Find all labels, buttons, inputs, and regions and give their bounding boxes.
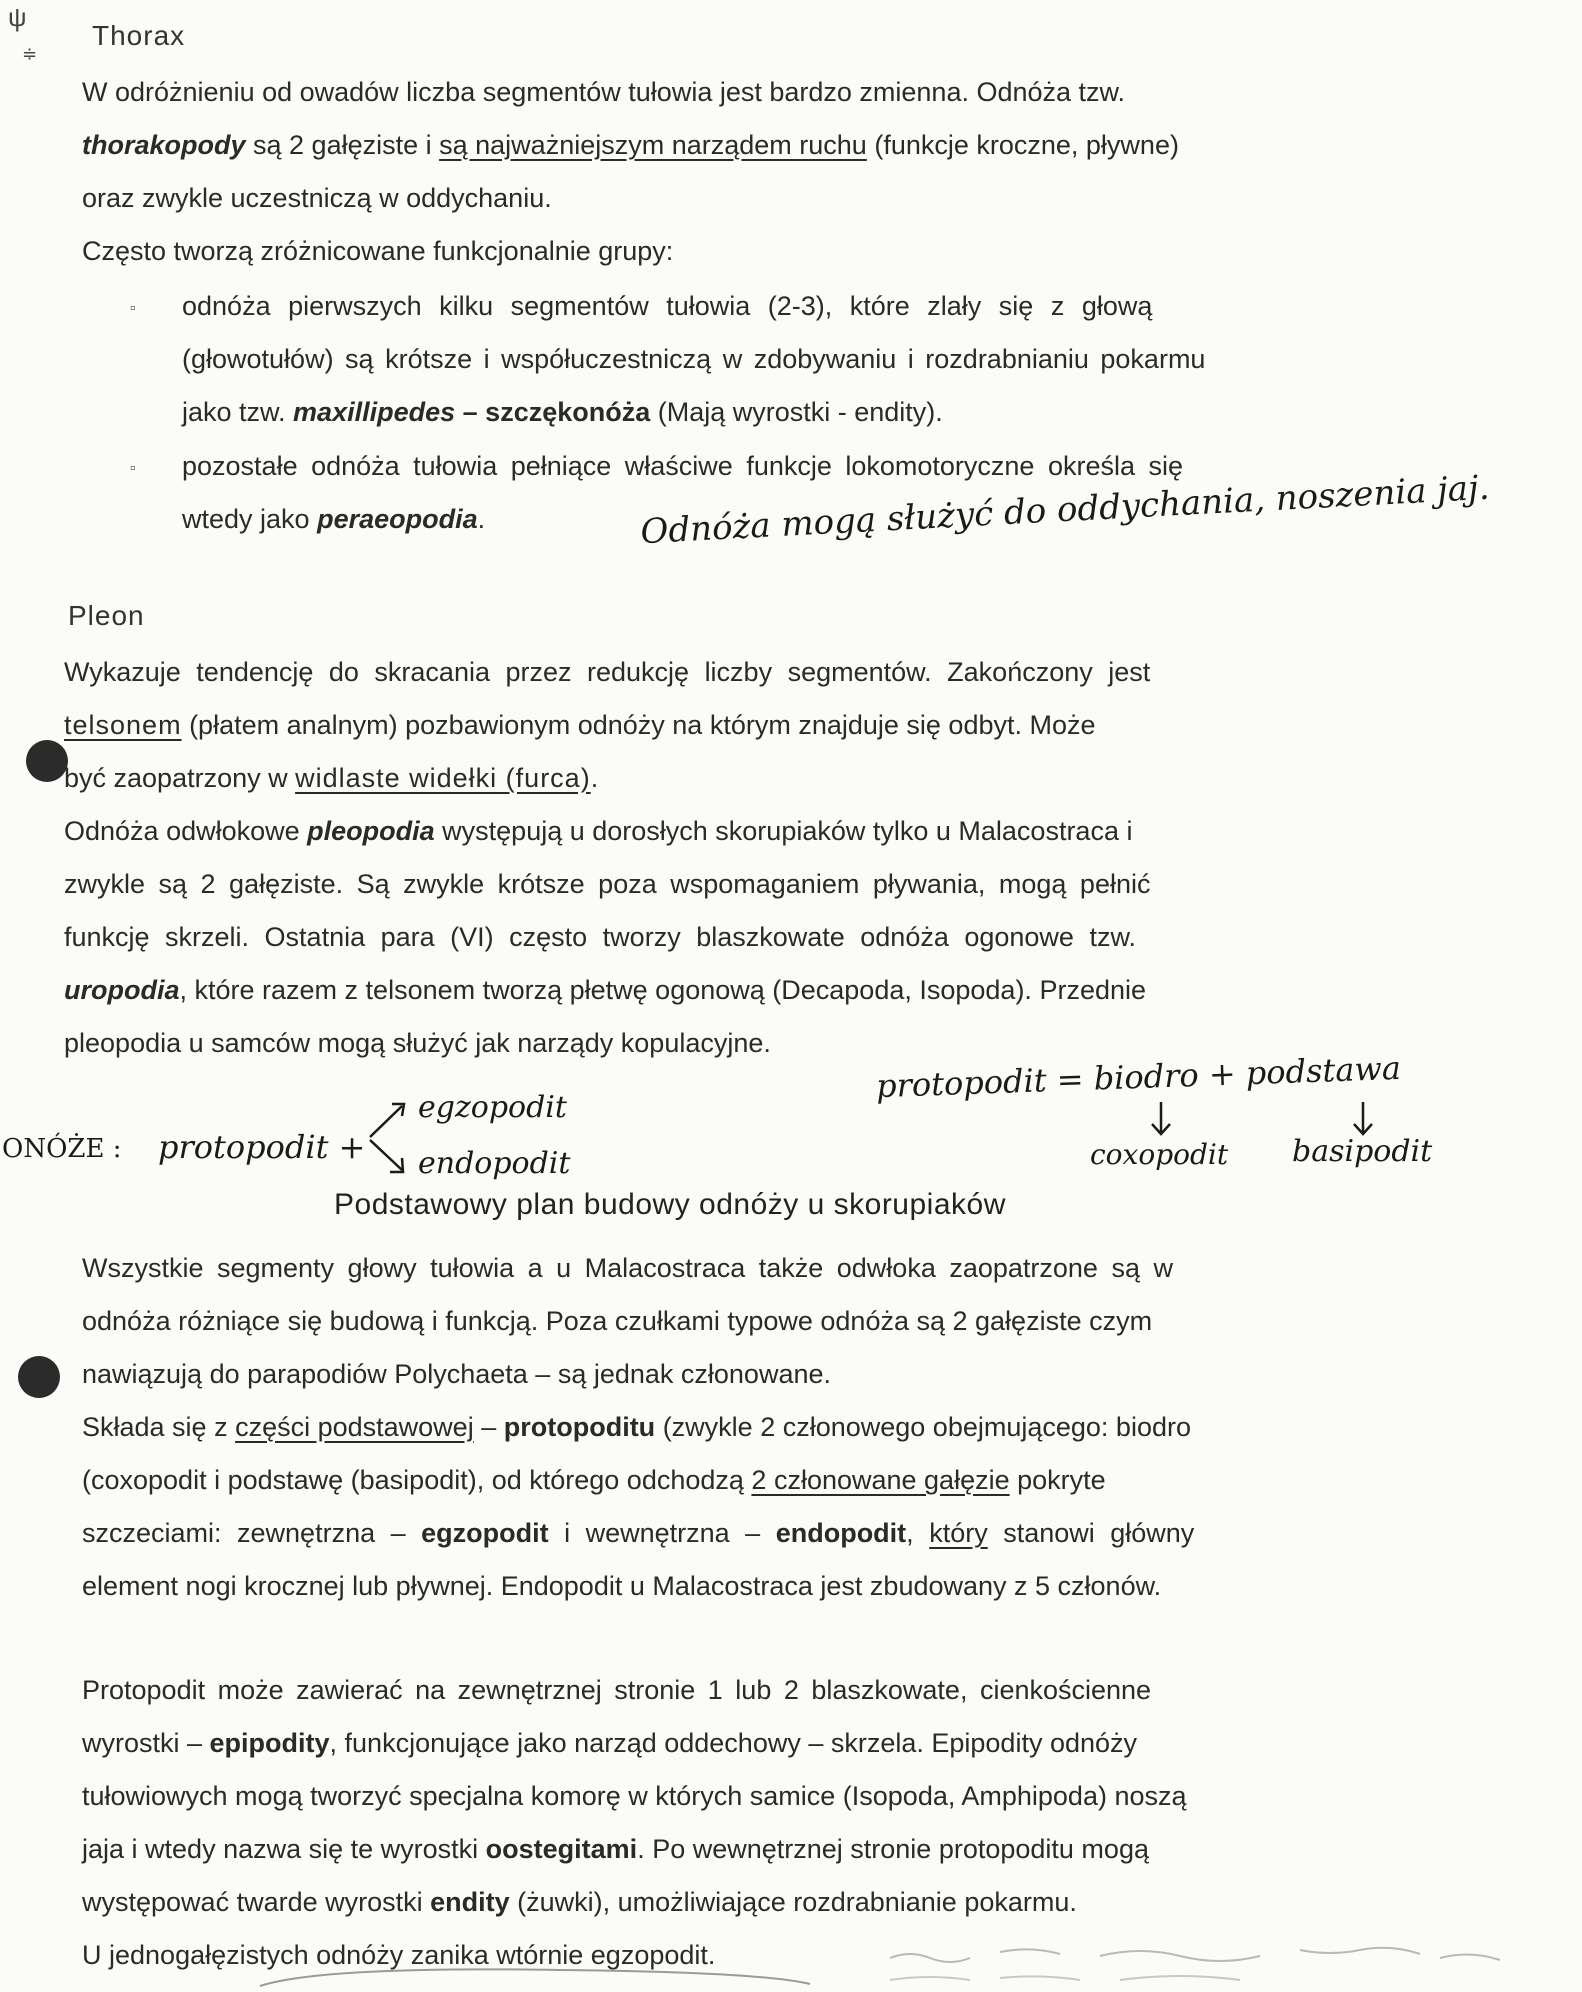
text-line [64,699,1354,752]
text-span: – [455,397,486,427]
term-uropodia: uropodia [64,975,180,1005]
text-span: występują u dorosłych skorupiaków tylko u Malacostraca i [434,816,1133,846]
handwritten-protopodit-plus: protopodit + [158,1128,366,1166]
text-span: szczeciami: zewnętrzna – [82,1518,422,1548]
text-line [182,386,1362,439]
text-span: jako tzw. [182,397,294,427]
underlined-text: który [929,1518,988,1548]
text-line [82,1876,1372,1929]
text-span: . Po wewnętrznej stronie protopoditu mogą [637,1834,1149,1864]
handwritten-protopodit-equation: protopodit = biodro + podstawa [875,1048,1402,1106]
text-span: stanowi główny [987,1518,1195,1548]
term-egzopodit: egzopodit [421,1518,549,1548]
text-span: , funkcjonujące jako narząd oddechowy – skrzela. Epipodity odnóży [329,1728,1138,1758]
text-span: Odnóża odwłokowe [64,816,308,846]
text-span: (płatem analnym) pozbawionym odnóży na którym znajduje się odbyt. Może [181,710,1096,740]
handwritten-note-thorax: Odnóża mogą służyć do oddychania, noszenia jaj. [639,467,1491,553]
text-span: wyrostki – [82,1728,210,1758]
term-pleopodia: pleopodia [307,816,435,846]
handwritten-basipodit: basipodit [1292,1134,1433,1169]
text-line: pozostałe odnóża tułowia pełniące właściwe funkcje lokomotoryczne określa się [182,451,1184,481]
text-span: , które razem z telsonem tworzą płetwę ogonową (Decapoda, Isopoda). Przednie [179,975,1147,1005]
thorax-bullet-1 [182,280,1362,439]
text-line: odnóża różniące się budową i funkcją. Poza czułkami typowe odnóża są 2 gałęziste czym [82,1306,1153,1336]
text-span: i wewnętrzna – [548,1518,776,1548]
term-peraeopodia: peraeopodia [317,504,478,534]
text-span: . [590,763,599,793]
plan-paragraph-1 [82,1242,1372,1613]
text-span: być zaopatrzony w [64,763,296,793]
section-heading-thorax: Thorax [92,20,186,51]
handwritten-endopodit: endopodit [418,1146,571,1181]
text-line [82,1454,1372,1507]
text-line [82,1717,1372,1770]
text-line: odnóża pierwszych kilku segmentów tułowia (2-3), które zlały się z głową [182,291,1153,321]
text-line: Wykazuje tendencję do skracania przez redukcję liczby segmentów. Zakończony jest [64,657,1151,687]
text-line [82,1401,1372,1454]
text-span: (funkcje kroczne, pływne) [866,130,1179,160]
text-span: (coxopodit i podstawę (basipodit), od którego odchodzą [82,1465,752,1495]
term-endity: endity [430,1887,510,1917]
faint-scribble [880,1938,1560,1988]
term-thorakopody: thorakopody [82,130,246,160]
handwritten-coxopodit: coxopodit [1090,1138,1229,1171]
handwritten-egzopodit: egzopodit [418,1090,567,1125]
term-oostegitami: oostegitami [485,1834,638,1864]
text-line: element nogi krocznej lub pływnej. Endopodit u Malacostraca jest zbudowany z 5 członów. [82,1571,1162,1601]
text-span: (żuwki), umożliwiające rozdrabnianie pokarmu. [509,1887,1077,1917]
underlined-text: są najważniejszym narządem ruchu [439,130,867,160]
section-title-plan: Podstawowy plan budowy odnóży u skorupiaków [334,1188,1006,1221]
text-line [64,752,1354,805]
margin-mark: ≑ [22,44,38,64]
text-span: jaja i wtedy nazwa się te wyrostki [82,1834,486,1864]
text-line [82,119,1362,172]
text-span: wtedy jako [182,504,318,534]
text-line: pleopodia u samców mogą służyć jak narządy kopulacyjne. [64,1028,771,1058]
plan-paragraph-2 [82,1664,1372,1982]
text-span: . [477,504,486,534]
underlined-term-telsonem: telsonem [64,710,182,740]
faint-scribble [250,1966,850,1992]
text-line: W odróżnieniu od owadów liczba segmentów tułowia jest bardzo zmienna. Odnóża tzw. [82,77,1126,107]
text-span: pokryte [1009,1465,1106,1495]
text-line: funkcję skrzeli. Ostatnia para (VI) często tworzy blaszkowate odnóża ogonowe tzw. [64,922,1136,952]
term-protopoditu: protopoditu [503,1412,656,1442]
text-line [82,1823,1372,1876]
term-endopodit: endopodit [775,1518,907,1548]
text-span: (Mają wyrostki - endity). [650,397,943,427]
text-span: Składa się z [82,1412,236,1442]
term-maxillipedes: maxillipedes [293,397,456,427]
text-line: Protopodit może zawierać na zewnętrznej stronie 1 lub 2 blaszkowate, cienkościenne [82,1675,1152,1705]
text-line [64,964,1354,1017]
text-line: oraz zwykle uczestniczą w oddychaniu. [82,183,552,213]
text-line: (głowotułów) są krótsze i współuczestniczą w zdobywaniu i rozdrabnianiu pokarmu [182,344,1206,374]
text-span: są 2 gałęziste i [245,130,440,160]
text-line [64,805,1354,858]
text-span: , [906,1518,930,1548]
underlined-text: części podstawowej [235,1412,474,1442]
text-span: (zwykle 2 członowego obejmującego: biodro [655,1412,1191,1442]
text-line [82,1507,1372,1560]
text-line: tułowiowych mogą tworzyć specjalna komorę w których samice (Isopoda, Amphipoda) noszą [82,1781,1187,1811]
punch-hole [18,1356,60,1398]
punch-hole [26,740,68,782]
term-epipodity: epipodity [209,1728,330,1758]
text-line: nawiązują do parapodiów Polychaeta – są jednak członowane. [82,1359,831,1389]
section-heading-pleon: Pleon [68,600,145,631]
underlined-term-furca: widlaste widełki (furca) [295,763,591,793]
text-span: występować twarde wyrostki [82,1887,431,1917]
text-line: U jednogałęzistych odnóży zanika wtórnie egzopodit. [82,1940,716,1970]
pleon-paragraph [64,646,1354,1070]
handwritten-left-label: ONÓŻE : [2,1134,122,1164]
text-line: Wszystkie segmenty głowy tułowia a u Malacostraca także odwłoka zaopatrzone są w [82,1253,1173,1283]
branch-arrows [362,1092,422,1182]
text-span: – [473,1412,504,1442]
margin-mark: ψ [8,2,27,32]
text-line: Często tworzą zróżnicowane funkcjonalnie grupy: [82,236,674,266]
text-line: zwykle są 2 gałęziste. Są zwykle krótsze poza wspomaganiem pływania, mogą pełnić [64,869,1151,899]
bullet-mark: ▫ [130,300,136,317]
thorax-paragraph [82,66,1362,278]
bullet-mark: ▫ [130,460,136,477]
term-szczekonoza: szczękonóża [485,397,651,427]
arrow-down-coxo [1146,1100,1176,1140]
underlined-text: 2 członowane gałęzie [751,1465,1010,1495]
